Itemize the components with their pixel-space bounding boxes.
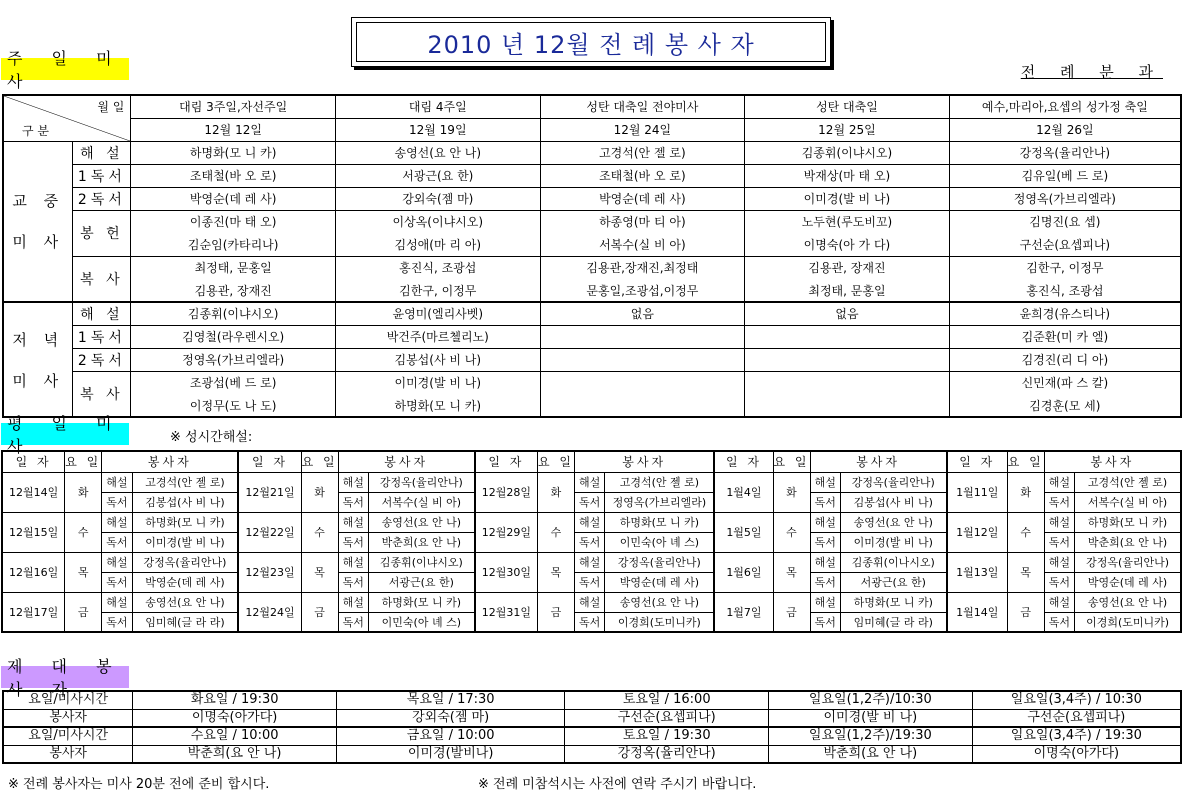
volunteer-name: 정영옥(가브리엘라) (949, 187, 1181, 210)
volunteer-name: 김용관,장재진,최정태 (540, 256, 745, 279)
volunteer-name: 노두현(루도비꼬) (745, 210, 950, 233)
volunteer-name: 고경석(안 젤 로) (132, 472, 238, 492)
page-title: 2010 년 12월 전 례 봉 사 자 (356, 22, 826, 62)
volunteer-name: 구선순(요셉피나) (949, 233, 1181, 256)
role-reading: 독서 (1044, 612, 1074, 632)
volunteer-name: 박춘희(요 안 나) (1075, 532, 1181, 552)
volunteer-name (745, 325, 950, 348)
weekday-date: 1월12일 (947, 512, 1008, 552)
volunteer-name: 박영순(데 레 사) (605, 572, 715, 592)
altar-servers-table (2, 690, 1182, 764)
header-weekday: 요 일 (301, 451, 338, 472)
volunteer-name: 윤희경(유스티나) (949, 302, 1181, 325)
role-reading: 독서 (338, 532, 368, 552)
volunteer-name: 김성애(마 리 아) (335, 233, 540, 256)
volunteer-name: 김종휘(이냐시오) (745, 141, 950, 164)
volunteer-name: 박춘희(요 안 나) (769, 745, 973, 763)
header-servers: 봉사자 (338, 451, 475, 472)
role-reading: 독서 (1044, 572, 1074, 592)
header-servers: 봉사자 (102, 451, 239, 472)
volunteer-name: 박춘희(요 안 나) (368, 532, 474, 552)
volunteer-name: 이미경(발 비 나) (335, 371, 540, 394)
altar-time-label: 요일/미사시간 (3, 691, 133, 709)
weekday-date: 12월15일 (2, 512, 65, 552)
volunteer-name: 신민재(파 스 칼) (949, 371, 1181, 394)
table-row (3, 141, 1181, 164)
volunteer-name: 강정옥(율리안나) (565, 745, 769, 763)
role-commentary: 해설 (102, 472, 132, 492)
volunteer-name: 김경훈(모 세) (949, 394, 1181, 417)
role-commentary: 해설 (102, 512, 132, 532)
volunteer-name: 송영선(요 안 나) (840, 512, 946, 532)
header-month-day: 월 일 (97, 100, 125, 114)
role-commentary: 해설 (574, 512, 604, 532)
footer-note-absence: ※ 전례 미참석시는 사전에 연락 주시기 바랍니다. (478, 777, 757, 792)
volunteer-name: 이명숙(아 가 다) (745, 233, 950, 256)
weekday-date: 12월24일 (238, 592, 301, 632)
feast-date: 12월 25일 (745, 118, 950, 141)
volunteer-name: 이상옥(이냐시오) (335, 210, 540, 233)
volunteer-name: 강외숙(젬 마) (336, 709, 564, 727)
volunteer-name: 조태철(바 오 로) (131, 164, 336, 187)
weekday-date: 1월7일 (714, 592, 773, 632)
volunteer-name: 김명진(요 셉) (949, 210, 1181, 233)
volunteer-name: 구선순(요셉피나) (972, 709, 1181, 727)
volunteer-name: 이민숙(아 녜 스) (605, 532, 715, 552)
table-row (2, 592, 1181, 612)
mass-label-top: 저 녁 (12, 330, 65, 349)
altar-time: 화요일 / 19:30 (133, 691, 337, 709)
weekday-date: 1월6일 (714, 552, 773, 592)
volunteer-name: 이미경(발 비 나) (840, 532, 946, 552)
weekday-date: 12월23일 (238, 552, 301, 592)
table-row (2, 451, 1181, 472)
volunteer-name: 서복수(실 비 아) (540, 233, 745, 256)
title-box (351, 17, 831, 67)
role-label: 1독서 (73, 164, 131, 187)
weekday-dow: 금 (301, 592, 338, 632)
section-sunday-mass: 주 일 미 사 (1, 58, 129, 80)
weekday-date: 12월31일 (475, 592, 538, 632)
role-reading: 독서 (810, 572, 840, 592)
role-commentary: 해설 (574, 472, 604, 492)
weekday-date: 1월14일 (947, 592, 1008, 632)
volunteer-name: 송영선(요 안 나) (605, 592, 715, 612)
volunteer-name: 서복수(실 비 아) (368, 492, 474, 512)
role-commentary: 해설 (102, 592, 132, 612)
table-row (3, 394, 1181, 417)
volunteer-name (745, 348, 950, 371)
volunteer-name (745, 371, 950, 394)
volunteer-name (540, 348, 745, 371)
volunteer-name: 강정옥(율리안나) (605, 552, 715, 572)
volunteer-name: 김봉섭(사 비 나) (840, 492, 946, 512)
role-commentary: 해설 (574, 552, 604, 572)
header-weekday: 요 일 (537, 451, 574, 472)
weekday-schedule-table (1, 450, 1182, 633)
role-commentary: 해설 (102, 552, 132, 572)
role-reading: 독서 (338, 612, 368, 632)
role-commentary: 해설 (338, 472, 368, 492)
header-date: 일 자 (714, 451, 773, 472)
volunteer-name: 하명화(모 니 카) (1075, 512, 1181, 532)
table-row (3, 691, 1181, 709)
role-commentary: 해설 (574, 592, 604, 612)
table-row (3, 233, 1181, 256)
weekday-dow: 목 (301, 552, 338, 592)
header-category-cell (3, 95, 131, 141)
volunteer-name (745, 394, 950, 417)
table-row (3, 727, 1181, 745)
altar-time: 일요일(3,4주) / 19:30 (972, 727, 1181, 745)
volunteer-name: 박영순(데 레 사) (132, 572, 238, 592)
role-reading: 독서 (102, 492, 132, 512)
header-date: 일 자 (947, 451, 1008, 472)
volunteer-name: 강외숙(젬 마) (335, 187, 540, 210)
role-reading: 독서 (102, 612, 132, 632)
role-commentary: 해설 (1044, 472, 1074, 492)
volunteer-name (540, 394, 745, 417)
role-commentary: 해설 (810, 512, 840, 532)
feast-date: 12월 12일 (131, 118, 336, 141)
role-reading: 독서 (574, 612, 604, 632)
weekday-dow: 수 (773, 512, 810, 552)
volunteer-name (540, 325, 745, 348)
volunteer-name: 박재상(마 태 오) (745, 164, 950, 187)
volunteer-name: 강정옥(율리안나) (1075, 552, 1181, 572)
volunteer-name: 이민숙(아 녜 스) (368, 612, 474, 632)
volunteer-name: 이종진(마 태 오) (131, 210, 336, 233)
weekday-dow: 수 (537, 512, 574, 552)
weekday-date: 12월29일 (475, 512, 538, 552)
altar-time: 토요일 / 19:30 (565, 727, 769, 745)
role-reading: 독서 (574, 532, 604, 552)
feast-date: 12월 19일 (335, 118, 540, 141)
holy-hour-note: ※ 성시간해설: (170, 430, 253, 445)
role-commentary: 해설 (1044, 592, 1074, 612)
role-commentary: 해설 (338, 512, 368, 532)
role-reading: 독서 (574, 572, 604, 592)
volunteer-name: 고경석(안 젤 로) (605, 472, 715, 492)
table-row (3, 348, 1181, 371)
role-reading: 독서 (810, 532, 840, 552)
table-row (3, 210, 1181, 233)
volunteer-name: 최정태, 문홍일 (745, 279, 950, 302)
volunteer-name: 조광섭(베 드 로) (131, 371, 336, 394)
volunteer-name: 이미경(발비나) (336, 745, 564, 763)
weekday-date: 12월14일 (2, 472, 65, 512)
volunteer-name: 이미경(발 비 나) (132, 532, 238, 552)
weekday-date: 1월13일 (947, 552, 1008, 592)
mass-label-bottom: 미 사 (12, 371, 65, 390)
weekday-dow: 화 (773, 472, 810, 512)
weekday-dow: 화 (537, 472, 574, 512)
volunteer-name: 이경희(도미니카) (1075, 612, 1181, 632)
role-label: 봉 헌 (73, 210, 131, 256)
role-reading: 독서 (574, 492, 604, 512)
feast-name: 성탄 대축일 (745, 95, 950, 118)
volunteer-name: 하명화(모 니 카) (605, 512, 715, 532)
weekday-dow: 화 (301, 472, 338, 512)
role-commentary: 해설 (810, 472, 840, 492)
volunteer-name: 서광근(요 한) (840, 572, 946, 592)
volunteer-name: 김경진(리 디 아) (949, 348, 1181, 371)
role-label: 해 설 (73, 302, 131, 325)
feast-name: 성탄 대축일 전야미사 (540, 95, 745, 118)
volunteer-name: 서광근(요 한) (335, 164, 540, 187)
altar-time: 수요일 / 10:00 (133, 727, 337, 745)
role-reading: 독서 (1044, 492, 1074, 512)
header-weekday: 요 일 (773, 451, 810, 472)
altar-time: 목요일 / 17:30 (336, 691, 564, 709)
feast-name: 대림 3주일,자선주일 (131, 95, 336, 118)
volunteer-name: 김준환(미 카 엘) (949, 325, 1181, 348)
feast-date: 12월 24일 (540, 118, 745, 141)
header-servers: 봉사자 (1044, 451, 1181, 472)
feast-date: 12월 26일 (949, 118, 1181, 141)
header-date: 일 자 (475, 451, 538, 472)
table-row (2, 512, 1181, 532)
role-label: 2독서 (73, 187, 131, 210)
header-servers: 봉사자 (574, 451, 714, 472)
altar-time: 금요일 / 10:00 (336, 727, 564, 745)
role-commentary: 해설 (810, 552, 840, 572)
volunteer-name: 강정옥(율리안나) (132, 552, 238, 572)
weekday-dow: 목 (1007, 552, 1044, 592)
gyojung-mass-label (3, 141, 73, 302)
volunteer-name: 임미혜(글 라 라) (132, 612, 238, 632)
volunteer-name: 없음 (745, 302, 950, 325)
volunteer-name: 송영선(요 안 나) (1075, 592, 1181, 612)
volunteer-name: 없음 (540, 302, 745, 325)
volunteer-name: 하명화(모 니 카) (132, 512, 238, 532)
role-commentary: 해설 (1044, 552, 1074, 572)
weekday-date: 1월5일 (714, 512, 773, 552)
volunteer-name: 하명화(모 니 카) (335, 394, 540, 417)
role-commentary: 해설 (338, 552, 368, 572)
volunteer-name: 서복수(실 비 아) (1075, 492, 1181, 512)
role-reading: 독서 (338, 572, 368, 592)
role-reading: 독서 (1044, 532, 1074, 552)
feast-name: 대림 4주일 (335, 95, 540, 118)
volunteer-name: 박영순(데 레 사) (540, 187, 745, 210)
volunteer-name: 이명숙(아가다) (972, 745, 1181, 763)
weekday-date: 12월30일 (475, 552, 538, 592)
header-servers: 봉사자 (810, 451, 947, 472)
weekday-dow: 화 (65, 472, 102, 512)
volunteer-name: 고경석(안 젤 로) (1075, 472, 1181, 492)
role-commentary: 해설 (810, 592, 840, 612)
volunteer-name: 박춘희(요 안 나) (133, 745, 337, 763)
altar-time: 토요일 / 16:00 (565, 691, 769, 709)
volunteer-name: 박건주(마르첼리노) (335, 325, 540, 348)
footer-note-prepare: ※ 전례 봉사자는 미사 20분 전에 준비 합시다. (8, 777, 270, 792)
department-link[interactable]: 전 례 분 과 (1020, 63, 1163, 81)
table-row (2, 552, 1181, 572)
role-reading: 독서 (810, 612, 840, 632)
volunteer-name: 김종휘(이냐시오) (368, 552, 474, 572)
volunteer-name: 홍진식, 조광섭 (949, 279, 1181, 302)
weekday-date: 12월16일 (2, 552, 65, 592)
volunteer-name: 김종휘(이나시오) (840, 552, 946, 572)
volunteer-name: 윤영미(엘리사벳) (335, 302, 540, 325)
table-row (3, 745, 1181, 763)
altar-server-label: 봉사자 (3, 745, 133, 763)
weekday-dow: 금 (1007, 592, 1044, 632)
weekday-dow: 금 (773, 592, 810, 632)
volunteer-name: 정영옥(가브리엘라) (605, 492, 715, 512)
weekday-dow: 금 (537, 592, 574, 632)
volunteer-name: 박영순(데 레 사) (131, 187, 336, 210)
role-label: 2독서 (73, 348, 131, 371)
altar-time: 일요일(3,4주) / 10:30 (972, 691, 1181, 709)
role-reading: 독서 (338, 492, 368, 512)
volunteer-name: 김종휘(이냐시오) (131, 302, 336, 325)
volunteer-name: 김영철(라우렌시오) (131, 325, 336, 348)
volunteer-name: 이미경(발 비 나) (745, 187, 950, 210)
volunteer-name: 문홍일,조광섭,이정무 (540, 279, 745, 302)
table-row (3, 256, 1181, 279)
altar-server-label: 봉사자 (3, 709, 133, 727)
volunteer-name: 강정옥(율리안나) (368, 472, 474, 492)
header-date: 일 자 (2, 451, 65, 472)
volunteer-name: 정영옥(가브리엘라) (131, 348, 336, 371)
volunteer-name: 고경석(안 젤 로) (540, 141, 745, 164)
volunteer-name: 송영선(요 안 나) (368, 512, 474, 532)
table-row (3, 164, 1181, 187)
table-row (3, 95, 1181, 118)
weekday-date: 1월11일 (947, 472, 1008, 512)
volunteer-name: 하명화(모 니 카) (131, 141, 336, 164)
header-date: 일 자 (238, 451, 301, 472)
volunteer-name: 김용관, 장재진 (131, 279, 336, 302)
weekday-date: 12월28일 (475, 472, 538, 512)
volunteer-name: 이명숙(아가다) (133, 709, 337, 727)
volunteer-name: 이경희(도미니카) (605, 612, 715, 632)
volunteer-name: 김순임(카타리나) (131, 233, 336, 256)
header-weekday: 요 일 (65, 451, 102, 472)
weekday-dow: 목 (65, 552, 102, 592)
mass-label-bottom: 미 사 (12, 233, 65, 252)
volunteer-name: 이정무(도 나 도) (131, 394, 336, 417)
altar-time: 일요일(1,2주)/19:30 (769, 727, 973, 745)
weekday-date: 12월21일 (238, 472, 301, 512)
volunteer-name: 홍진식, 조광섭 (335, 256, 540, 279)
volunteer-name: 조태철(바 오 로) (540, 164, 745, 187)
section-altar-servers: 제 대 봉 사 자 (1, 666, 129, 688)
header-weekday: 요 일 (1007, 451, 1044, 472)
weekday-dow: 수 (1007, 512, 1044, 552)
volunteer-name: 구선순(요셉피나) (565, 709, 769, 727)
section-weekday-mass: 평 일 미 사 (1, 423, 129, 445)
volunteer-name: 하명화(모 니 카) (840, 592, 946, 612)
volunteer-name: 김유일(베 드 로) (949, 164, 1181, 187)
role-label: 1독서 (73, 325, 131, 348)
weekday-date: 12월22일 (238, 512, 301, 552)
volunteer-name: 서광근(요 한) (368, 572, 474, 592)
volunteer-name: 최정태, 문홍일 (131, 256, 336, 279)
mass-label-top: 교 중 (12, 192, 65, 211)
weekday-dow: 수 (65, 512, 102, 552)
weekday-date: 1월4일 (714, 472, 773, 512)
role-label: 복 사 (73, 371, 131, 417)
header-category: 구 분 (22, 123, 49, 138)
table-row (3, 709, 1181, 727)
feast-name: 예수,마리아,요셉의 성가정 축일 (949, 95, 1181, 118)
altar-time: 일요일(1,2주)/10:30 (769, 691, 973, 709)
role-label: 해 설 (73, 141, 131, 164)
volunteer-name: 하명화(모 니 카) (368, 592, 474, 612)
volunteer-name: 하종영(마 티 아) (540, 210, 745, 233)
table-row (3, 187, 1181, 210)
role-commentary: 해설 (338, 592, 368, 612)
weekday-dow: 수 (301, 512, 338, 552)
role-reading: 독서 (102, 532, 132, 552)
volunteer-name: 임미혜(글 라 라) (840, 612, 946, 632)
volunteer-name: 송영선(요 안 나) (132, 592, 238, 612)
table-row (3, 371, 1181, 394)
role-commentary: 해설 (1044, 512, 1074, 532)
volunteer-name: 강정옥(율리안나) (949, 141, 1181, 164)
footer (8, 773, 1178, 793)
volunteer-name: 김한구, 이정무 (949, 256, 1181, 279)
table-row (3, 118, 1181, 141)
sunday-schedule-table (2, 94, 1182, 418)
weekday-dow: 화 (1007, 472, 1044, 512)
table-row (2, 472, 1181, 492)
volunteer-name: 김봉섭(사 비 나) (132, 492, 238, 512)
weekday-dow: 목 (773, 552, 810, 592)
table-row (3, 325, 1181, 348)
volunteer-name: 김용관, 장재진 (745, 256, 950, 279)
table-row (3, 279, 1181, 302)
role-reading: 독서 (102, 572, 132, 592)
volunteer-name: 김한구, 이정무 (335, 279, 540, 302)
weekday-date: 12월17일 (2, 592, 65, 632)
role-label: 복 사 (73, 256, 131, 302)
weekday-dow: 금 (65, 592, 102, 632)
volunteer-name (540, 371, 745, 394)
evening-mass-label (3, 302, 73, 417)
volunteer-name: 강정옥(율리안나) (840, 472, 946, 492)
role-reading: 독서 (810, 492, 840, 512)
altar-time-label: 요일/미사시간 (3, 727, 133, 745)
volunteer-name: 김봉섭(사 비 나) (335, 348, 540, 371)
volunteer-name: 이미경(발 비 나) (769, 709, 973, 727)
volunteer-name: 박영순(데 레 사) (1075, 572, 1181, 592)
weekday-dow: 목 (537, 552, 574, 592)
table-row (3, 302, 1181, 325)
volunteer-name: 송영선(요 안 나) (335, 141, 540, 164)
